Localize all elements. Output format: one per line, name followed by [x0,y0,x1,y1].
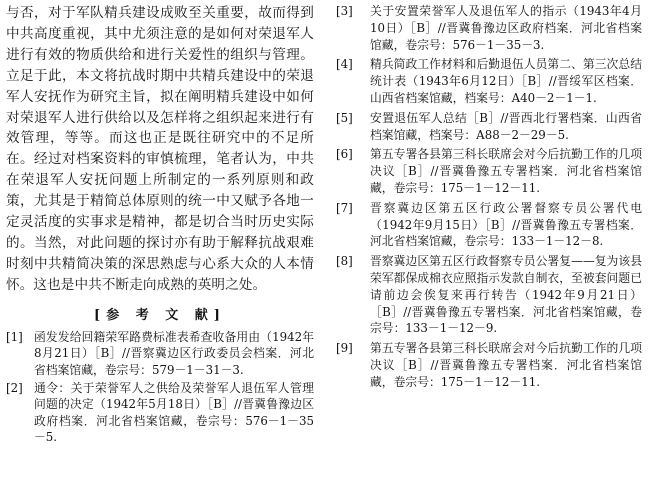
reference-item [336,340,642,390]
reference-text: 精兵简政工作材料和后勤退伍人员第二、第三次总结统计表（1943年6月12日）［B］//晋绥军区档案．山西省档案馆藏，档案号：A40－2－1－1. [370,57,642,105]
reference-text: 安置退伍军人总结［B］//晋西北行署档案．山西省档案馆藏，档案号：A88－2－29－5. [370,110,642,142]
reference-text: 第五专署各县第三科长联席会对今后抗勤工作的几项决议［B］//晋冀鲁豫五专署档案．河北省档案馆藏，卷宗号：175－1－12－11. [370,341,642,389]
reference-number: [7] [336,200,353,215]
reference-number: [1] [6,329,23,344]
reference-text: 晋察冀边区第五区行政公署督察专员公署代电（1942年9月15日）［B］//晋冀鲁豫五专署档案．河北省档案馆藏，卷宗号：133－1－12－8. [370,200,642,249]
reference-text: 晋察冀边区第五区行政督察专员公署复——复为该县荣军都保成棉衣应照指示发款自制衣，至被套问题已请前边会俟复来再行转告（1942年9月21日）［B］//晋冀鲁豫五专署档案．河北省档案馆藏，卷宗号：133－1－12－9. [370,254,642,336]
reference-number: [2] [6,380,23,395]
reference-item [6,329,314,378]
reference-number: [5] [336,110,353,125]
reference-number: [3] [336,4,353,18]
reference-item [336,3,642,53]
reference-list-left [6,329,314,446]
reference-text: 关于安置荣誉军人及退伍军人的指示（1943年4月10日）［B］//晋冀鲁豫边区政府档案．河北省档案馆藏，卷宗号：576－1－35－3. [370,4,642,52]
reference-item [336,253,642,337]
reference-list-right [336,3,642,391]
reference-number: [9] [336,341,353,356]
right-column [336,3,642,394]
reference-item [336,146,642,196]
left-column [6,3,314,448]
reference-text: 函发发给回籍荣军路费标准表希查收备用由（1942年8月21日）［B］//晋察冀边区行政委员会档案．河北省档案馆藏，卷宗号：579－1－31－3. [34,329,314,377]
reference-number: [4] [336,57,353,72]
reference-number: [8] [336,254,353,269]
reference-item [6,380,314,446]
body-paragraph: 与否，对于军队精兵建设成败至关重要，故而得到中共高度重视，其中尤须注意的是如何对荣退军人进行有效的物质供给和进行关爱性的组织与管理。立足于此，本文将抗战时期中共精兵建设中的荣退军人安抚作为研究主旨，拟在阐明精兵建设中如何对荣退军人进行供给以及怎样将之组织起来进行有效管理，等等。而这也正是既往研究中的不足所在。经过对档案资料的审慎梳理，笔者认为，中共在荣退军人安抚问题上所制定的一系列原则和政策，尤其是于精简总体原则的统一中又赋予各地一定灵活度的实事求是精神，都是切合当时历史实际的。当然，对此问题的探讨亦有助于解释抗战艰难时刻中共精简决策的深思熟虑与心系大众的人本情怀。这也是中共不断走向成熟的英明之处。 [6,5,314,293]
reference-item [336,200,642,250]
references-heading: [参 考 文 献] [94,307,226,323]
reference-number: [6] [336,147,353,162]
reference-text: 通令：关于荣誉军人之供给及荣誉军人退伍军人管理问题的决定（1942年5月18日）［B］//晋冀鲁豫边区政府档案．河北省档案馆藏，卷宗号：576－1－35－5. [34,380,314,445]
reference-text: 第五专署各县第三科长联席会对今后抗勤工作的几项决议［B］//晋冀鲁豫五专署档案．河北省档案馆藏，卷宗号：175－1－12－11. [370,147,642,195]
reference-item [336,110,642,144]
reference-item [336,56,642,106]
